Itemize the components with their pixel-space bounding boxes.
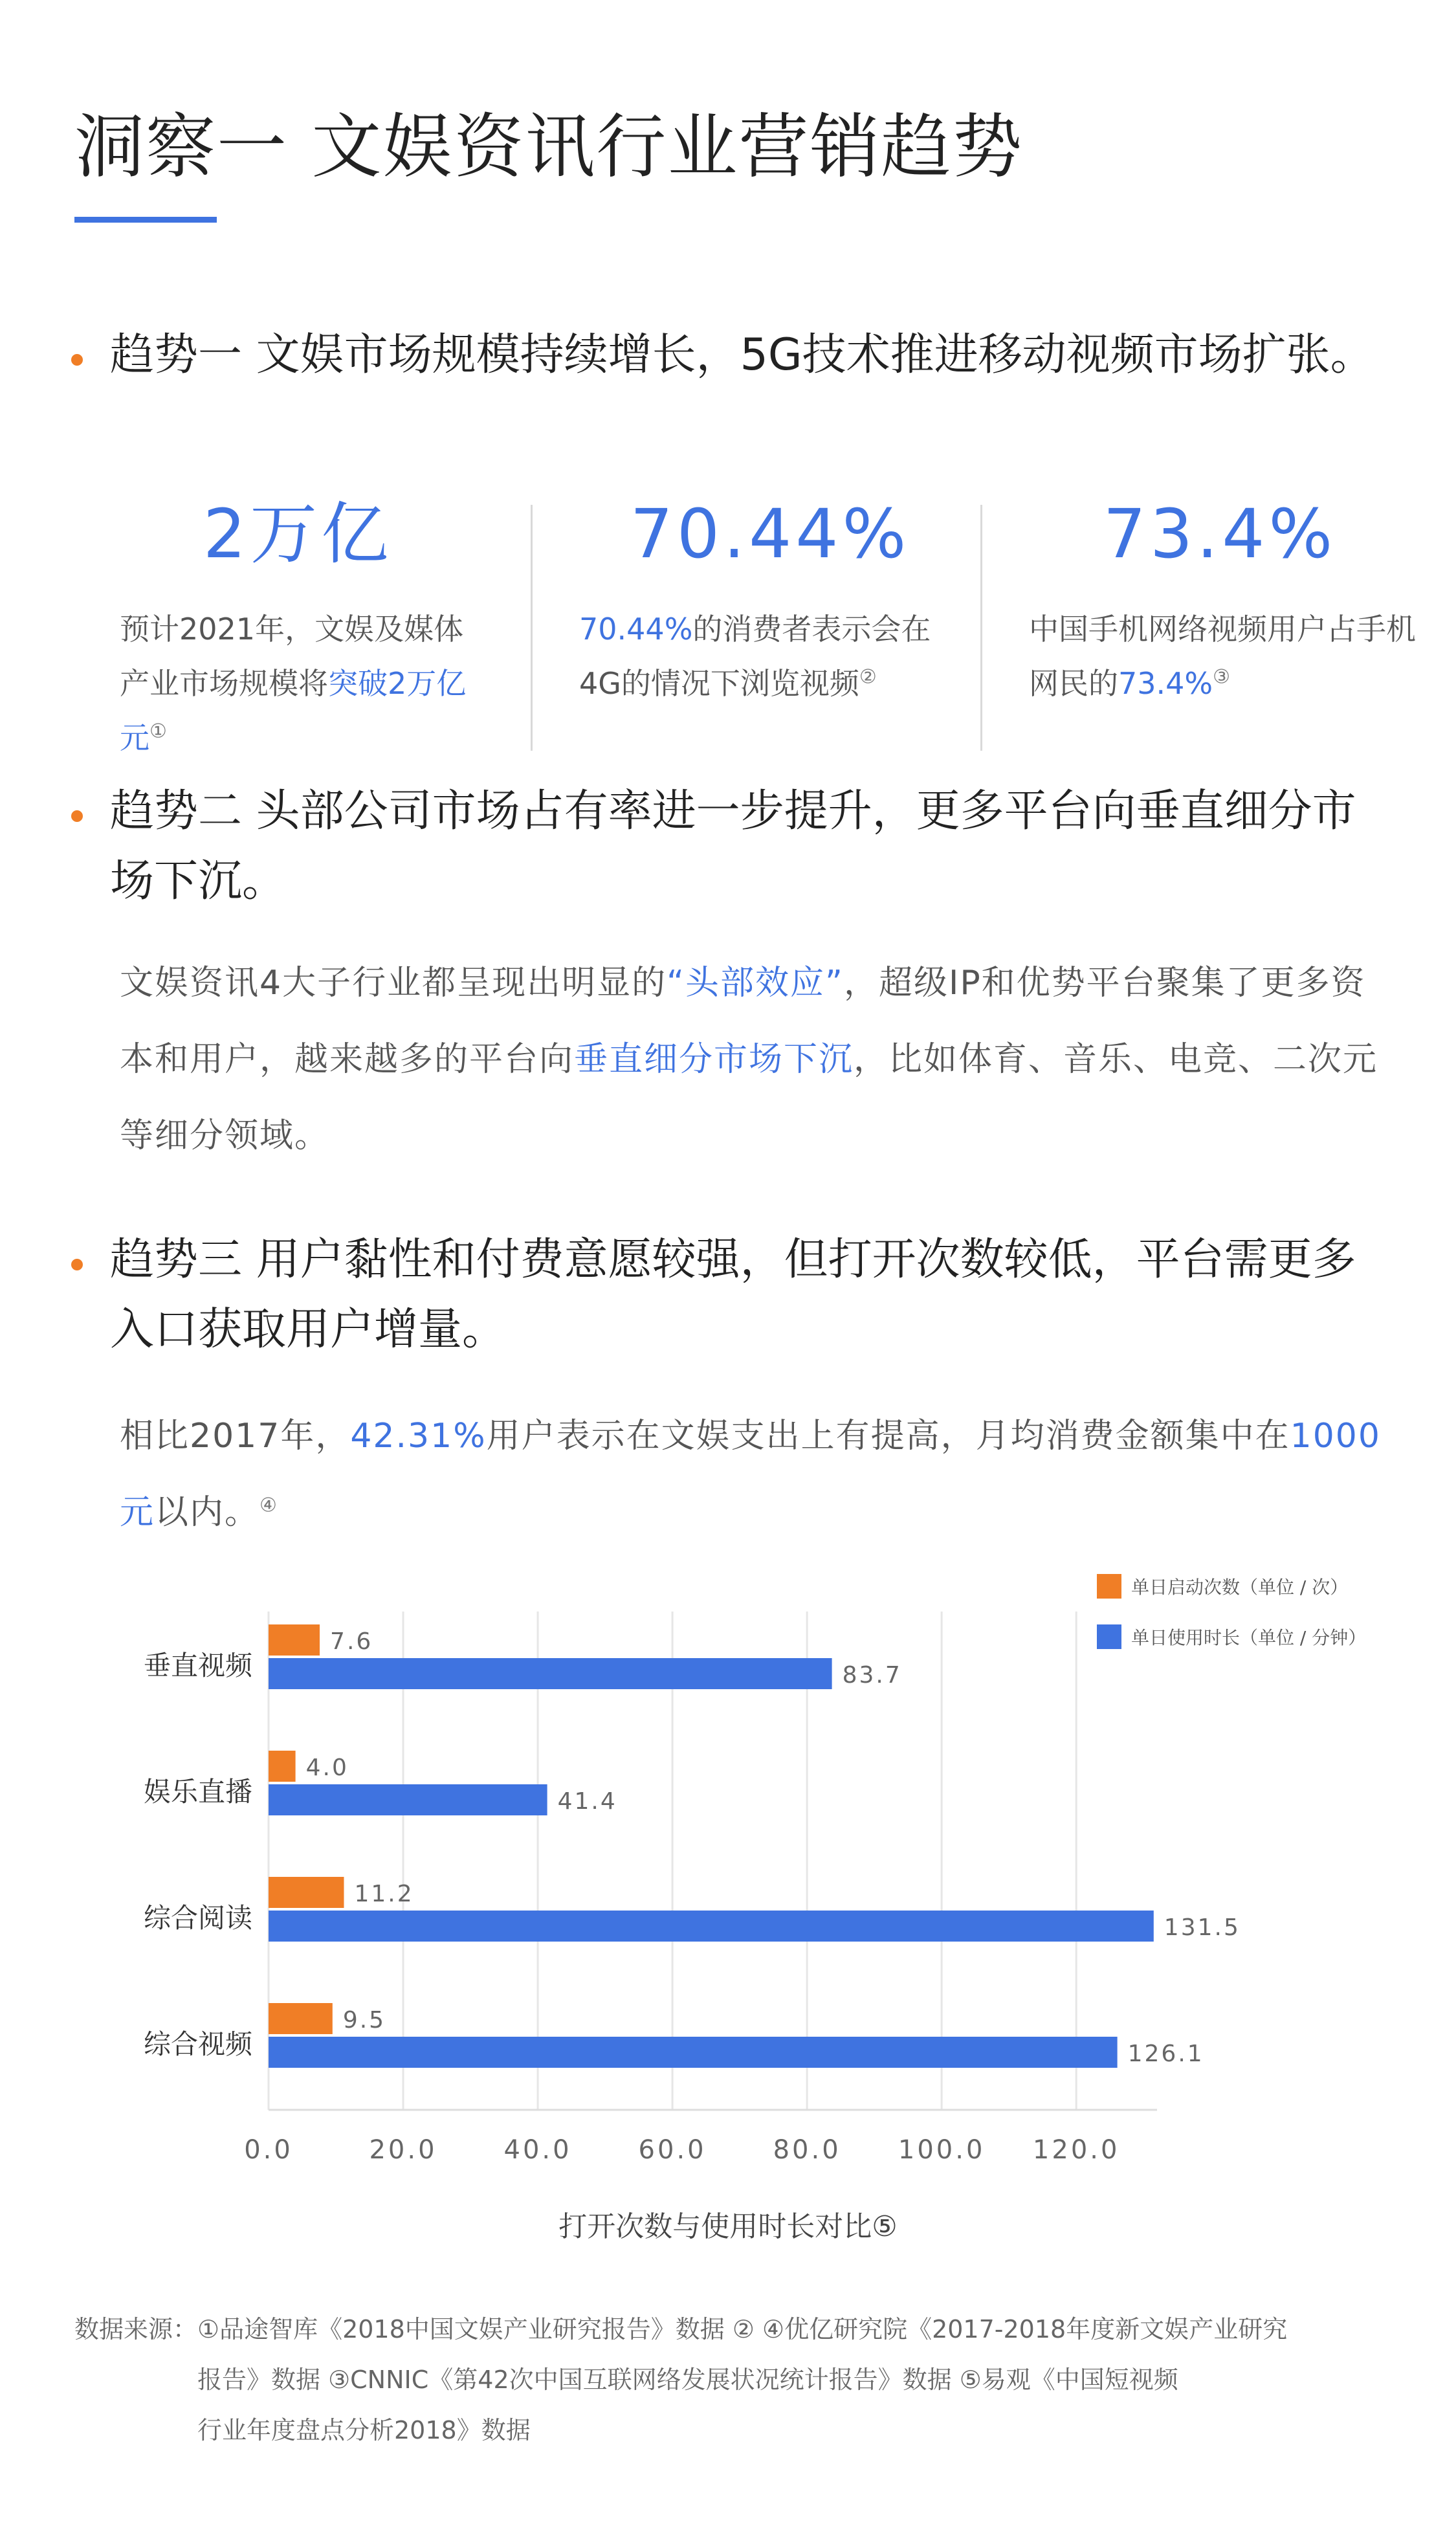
data-label: 11.2 <box>354 1881 414 1907</box>
bullet-dot <box>71 1259 83 1270</box>
stat-card-3 <box>1019 492 1420 711</box>
stat-desc-1-highlight: 突破2万亿元 <box>120 666 467 755</box>
trend3-text-a: 相比2017年， <box>120 1417 351 1456</box>
stat-desc-3-text: 中国手机网络视频用户占手机网民的 <box>1029 612 1416 701</box>
data-label: 41.4 <box>557 1788 617 1815</box>
trend3-highlight-1: 42.31% <box>350 1417 487 1456</box>
sources-line-2: 报告》数据 ③CNNIC《第42次中国互联网络发展状况统计报告》数据 ⑤易观《中国短视频 <box>197 2365 1178 2394</box>
x-tick-label: 0.0 <box>244 2135 293 2165</box>
category-label: 综合阅读 <box>143 1902 252 1934</box>
data-label: 4.0 <box>305 1755 349 1781</box>
data-label: 131.5 <box>1164 1914 1241 1941</box>
trend1-heading: 趋势一 文娱市场规模持续增长，5G技术推进移动视频市场扩张。 <box>110 329 1374 381</box>
trend3-text-c: 以内。 <box>155 1493 260 1532</box>
bar-usage-duration <box>269 2037 1118 2068</box>
trend2-text-c: ，比如体育、音乐、电竞、二次元等细分领域。 <box>120 1040 1378 1155</box>
bar-usage-duration <box>269 1658 832 1689</box>
stat-card-2 <box>569 492 971 711</box>
footnote-ref-1: ① <box>149 720 167 743</box>
x-tick-label: 40.0 <box>503 2135 572 2165</box>
trend3-heading: 趋势三 用户黏性和付费意愿较强，但打开次数较低，平台需更多入口获取用户增量。 <box>110 1234 1356 1355</box>
x-tick-label: 20.0 <box>369 2135 437 2165</box>
stat-value-1: 2万亿 <box>203 494 393 573</box>
title-underline <box>74 217 217 223</box>
category-label: 综合视频 <box>143 2028 252 2060</box>
legend-label: 单日使用时长（单位 / 分钟） <box>1131 1627 1367 1648</box>
trend3-highlight-2: 1000元 <box>120 1417 1381 1532</box>
trend2-paragraph <box>120 945 1382 1174</box>
bar-usage-duration <box>269 1911 1154 1942</box>
trend2-highlight-2: 垂直细分市场下沉 <box>574 1040 854 1079</box>
stat-desc-2 <box>569 602 971 711</box>
bar-usage-duration <box>269 1784 547 1815</box>
stat-card-1 <box>104 492 492 765</box>
footnote-ref-3: ③ <box>1213 665 1231 689</box>
stat-desc-3 <box>1019 602 1420 711</box>
trend1-heading-row <box>71 320 1385 390</box>
footnote-ref-4: ④ <box>259 1494 278 1517</box>
stat-divider <box>980 505 982 751</box>
x-tick-label: 80.0 <box>773 2135 841 2165</box>
stat-desc-2-highlight: 70.44% <box>579 612 693 647</box>
stat-desc-1 <box>104 602 492 765</box>
data-label: 83.7 <box>842 1662 902 1689</box>
page-title: 洞察一 文娱资讯行业营销趋势 <box>74 107 1024 188</box>
trend3-heading-row <box>71 1225 1385 1365</box>
stat-desc-1-text: 预计2021年，文娱及媒体产业市场规模将 <box>120 612 464 701</box>
trend2-text-a: 文娱资讯4大子行业都呈现出明显的 <box>120 964 667 1003</box>
trend2-heading: 趋势二 头部公司市场占有率进一步提升，更多平台向垂直细分市场下沉。 <box>110 786 1356 907</box>
bar-launch-count <box>269 1751 296 1782</box>
trend2-text-b: ，超级IP和优势平台聚集了更多资本和用户，越来越多的平台向 <box>120 964 1366 1079</box>
bullet-dot <box>71 810 83 822</box>
x-tick-label: 100.0 <box>898 2135 986 2165</box>
stat-desc-2-text: 的消费者表示会在4G的情况下浏览视频 <box>579 612 931 701</box>
trend2-heading-row <box>71 777 1385 916</box>
trend2-highlight-1: “头部效应” <box>667 964 844 1003</box>
stat-divider <box>531 505 533 751</box>
stat-value-3: 73.4% <box>1103 494 1337 573</box>
trend3-paragraph <box>120 1398 1382 1551</box>
bar-launch-count <box>269 1624 320 1656</box>
x-tick-label: 120.0 <box>1032 2135 1120 2165</box>
bar-chart <box>0 1540 1456 2252</box>
stat-desc-3-highlight: 73.4% <box>1118 666 1213 701</box>
bar-launch-count <box>269 2003 333 2034</box>
data-label: 9.5 <box>342 2007 386 2033</box>
footnote-ref-2: ② <box>859 665 877 689</box>
bar-launch-count <box>269 1877 344 1908</box>
sources-line-3: 行业年度盘点分析2018》数据 <box>197 2416 531 2444</box>
chart-title: 打开次数与使用时长对比⑤ <box>558 2210 898 2243</box>
legend-label: 单日启动次数（单位 / 次） <box>1131 1577 1349 1598</box>
data-sources <box>74 2304 1395 2455</box>
category-label: 垂直视频 <box>143 1650 252 1681</box>
legend-swatch <box>1097 1624 1121 1649</box>
stat-value-2: 70.44% <box>630 494 910 573</box>
x-tick-label: 60.0 <box>638 2135 707 2165</box>
data-label: 7.6 <box>330 1628 373 1655</box>
category-label: 娱乐直播 <box>143 1776 252 1808</box>
bullet-dot <box>71 354 83 366</box>
legend-swatch <box>1097 1574 1121 1599</box>
trend3-text-b: 用户表示在文娱支出上有提高，月均消费金额集中在 <box>486 1417 1290 1456</box>
data-label: 126.1 <box>1127 2041 1204 2067</box>
sources-line-1: 数据来源：①品途智库《2018中国文娱产业研究报告》数据 ② ④优亿研究院《2017-2018年度新文娱产业研究 <box>74 2315 1288 2343</box>
